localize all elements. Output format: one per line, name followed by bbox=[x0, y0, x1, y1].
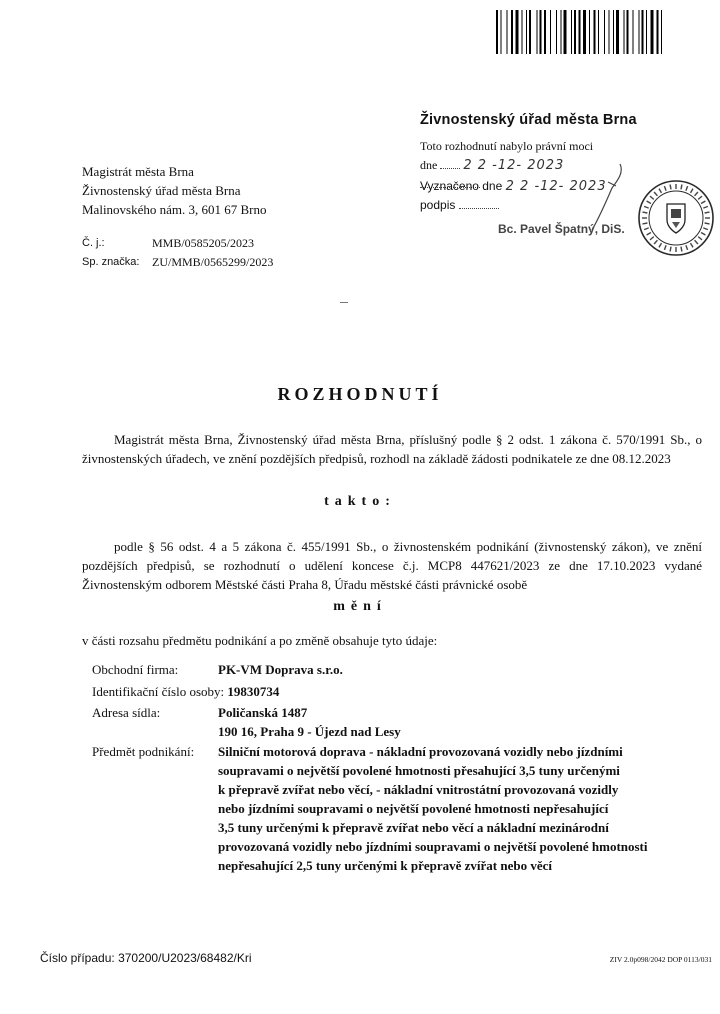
barcode-bar bbox=[651, 10, 654, 54]
stamp-lettering-mark bbox=[705, 223, 710, 224]
barcode-bar bbox=[564, 10, 567, 54]
id-label: Identifikační číslo osoby: bbox=[92, 684, 225, 699]
barcode-bar bbox=[646, 10, 647, 54]
stamp-lettering-mark bbox=[659, 189, 662, 193]
subject-line: soupravami o největší povolené hmotnosti přesahující 3,5 tuny určenými bbox=[218, 763, 620, 778]
barcode-bar bbox=[544, 10, 546, 54]
intro-paragraph: Magistrát města Brna, Živnostenský úřad města Brna, příslušný podle § 2 odst. 1 zákona č. 570/1991 Sb., o živnostenských úřadech, ve znění pozdějších předpisů, rozhodl na základě žádosti podnikatele ze dne 08.12.2023 bbox=[82, 432, 702, 466]
barcode-bar bbox=[516, 10, 519, 54]
stamp-lettering-mark bbox=[691, 189, 694, 193]
barcode-bar bbox=[624, 10, 625, 54]
sender-line-3: Malinovského nám. 3, 601 67 Brno bbox=[82, 202, 267, 217]
stamp-lettering-mark bbox=[654, 192, 657, 196]
ref-cj-value: MMB/0585205/2023 bbox=[152, 236, 255, 250]
subject-line: k přepravě zvířat nebo věcí, - nákladní vnitrostátní provozovaná vozidly bbox=[218, 782, 619, 797]
barcode-bar bbox=[511, 10, 513, 54]
stamp-lettering-mark bbox=[695, 240, 698, 244]
fold-mark bbox=[340, 302, 348, 303]
address-line-2: 190 16, Praha 9 - Újezd nad Lesy bbox=[218, 724, 401, 739]
barcode-bar bbox=[529, 10, 531, 54]
meni-heading: mění bbox=[333, 599, 387, 614]
barcode-bar bbox=[639, 10, 640, 54]
case-label: Číslo případu: bbox=[40, 951, 115, 965]
subject-value bbox=[218, 742, 702, 875]
barcode bbox=[494, 10, 708, 54]
firm-value: PK-VM Doprava s.r.o. bbox=[218, 662, 343, 677]
subject-line: nepřesahující 2,5 tuny určenými k přepravě zvířat nebo věcí bbox=[218, 858, 552, 873]
barcode-bar bbox=[627, 10, 629, 54]
stamp-lettering-mark bbox=[650, 237, 654, 240]
stamp-lettering-mark bbox=[695, 192, 698, 196]
seal-marked-label: Vyznačeno dne bbox=[420, 179, 503, 193]
address-line-1: Poličanská 1487 bbox=[218, 705, 308, 720]
stamp-lettering-mark bbox=[686, 245, 688, 250]
stamp-lettering-mark bbox=[701, 201, 705, 204]
barcode-bar bbox=[657, 10, 659, 54]
stamp-lettering-mark bbox=[670, 247, 671, 252]
subject-line: Silniční motorová doprava - nákladní provozovaná vozidly nebo jízdními bbox=[218, 744, 623, 759]
firm-label: Obchodní firma: bbox=[92, 662, 179, 677]
ref-sp-label: Sp. značka: bbox=[82, 256, 140, 268]
barcode-bar bbox=[537, 10, 538, 54]
form-code: ZIV 2.0p098/2042 DOP 0113/031 bbox=[609, 955, 712, 964]
stamp-lettering-mark bbox=[647, 233, 651, 236]
barcode-bar bbox=[609, 10, 610, 54]
seal-day-value: 2 2 -12- 2023 bbox=[463, 158, 565, 173]
id-row bbox=[92, 682, 279, 701]
stamp-lettering-mark bbox=[644, 206, 649, 208]
stamp-lettering-mark bbox=[703, 228, 708, 230]
barcode-bar bbox=[522, 10, 523, 54]
office-stamp bbox=[636, 178, 716, 258]
barcode-bar bbox=[579, 10, 581, 54]
barcode-bar bbox=[583, 10, 586, 54]
stamp-lettering-mark bbox=[643, 223, 648, 224]
decision-paragraph: podle § 56 odst. 4 a 5 zákona č. 455/1991 Sb., o živnostenském podnikání (živnostenský zákon), ve znění pozdějších předpisů, se rozhodnutí o udělení koncese č.j. MCP8 447621/2023 ze dne 17.10.2023 vydané Živnostenským odborem Městské části Praha 8, Úřadu městské části právnické osobě bbox=[82, 539, 702, 592]
seal-office: Živnostenský úřad města Brna bbox=[420, 112, 637, 128]
stamp-lettering-mark bbox=[650, 196, 654, 199]
stamp-lettering-mark bbox=[670, 185, 671, 190]
stamp-lettering-mark bbox=[698, 237, 702, 240]
barcode-bar bbox=[589, 10, 590, 54]
barcode-bar bbox=[598, 10, 599, 54]
barcode-bar bbox=[642, 10, 644, 54]
barcode-bar bbox=[501, 10, 502, 54]
stamp-lettering-mark bbox=[681, 247, 682, 252]
ref-cj-label: Č. j.: bbox=[82, 237, 105, 249]
stamp-lettering-mark bbox=[703, 206, 708, 208]
seal-sign-label: podpis bbox=[420, 198, 456, 212]
subject-label: Předmět podnikání: bbox=[92, 744, 195, 759]
barcode-bar bbox=[594, 10, 596, 54]
stamp-lettering-mark bbox=[705, 212, 710, 213]
address-label: Adresa sídla: bbox=[92, 705, 161, 720]
stamp-lettering-mark bbox=[698, 196, 702, 199]
barcode-bar bbox=[574, 10, 576, 54]
stamp-lettering-mark bbox=[691, 243, 694, 247]
case-number bbox=[40, 951, 252, 965]
stamp-lettering-mark bbox=[664, 245, 666, 250]
barcode-bar bbox=[613, 10, 614, 54]
stamp-lettering-mark bbox=[644, 228, 649, 230]
barcode-bar bbox=[507, 10, 508, 54]
stamp-lettering-mark bbox=[659, 243, 662, 247]
barcode-bar bbox=[571, 10, 572, 54]
stamp-lettering-mark bbox=[681, 185, 682, 190]
ref-sp-value: ZU/MMB/0565299/2023 bbox=[152, 255, 274, 269]
stamp-lettering-mark bbox=[664, 186, 666, 191]
barcode-bar bbox=[661, 10, 662, 54]
barcode-bar bbox=[496, 10, 498, 54]
stamp-lettering-mark bbox=[654, 240, 657, 244]
subject-line: nebo jízdními soupravami o největší povolené hmotnosti nepřesahující bbox=[218, 801, 609, 816]
barcode-bar bbox=[540, 10, 542, 54]
sender-line-1: Magistrát města Brna bbox=[82, 164, 194, 179]
barcode-bar bbox=[561, 10, 562, 54]
subject-line: 3,5 tuny určenými k přepravě zvířat nebo věcí a nákladní mezinárodní bbox=[218, 820, 609, 835]
stamp-lettering-mark bbox=[701, 233, 705, 236]
subject-line: provozovaná vozidly nebo jízdními soupravami o největší povolené hmotnosti bbox=[218, 839, 648, 854]
barcode-bar bbox=[526, 10, 527, 54]
stamp-lettering-mark bbox=[686, 186, 688, 191]
barcode-bar bbox=[556, 10, 557, 54]
seal-signer: Bc. Pavel Špatný, DiS. bbox=[498, 222, 625, 236]
page-title: ROZHODNUTÍ bbox=[277, 384, 443, 404]
case-value: 370200/U2023/68482/Kri bbox=[118, 951, 252, 965]
sender-block bbox=[82, 162, 267, 219]
stamp-lettering-mark bbox=[643, 212, 648, 213]
barcode-bar bbox=[550, 10, 551, 54]
seal-marked-value: 2 2 -12- 2023 bbox=[505, 179, 607, 194]
sender-line-2: Živnostenský úřad města Brna bbox=[82, 183, 241, 198]
barcode-bar bbox=[633, 10, 634, 54]
barcode-bar bbox=[616, 10, 619, 54]
barcode-bar bbox=[604, 10, 605, 54]
takto-heading: takto: bbox=[324, 494, 396, 509]
seal-legal-force-line: Toto rozhodnutí nabylo právní moci bbox=[420, 139, 594, 153]
stamp-lettering-mark bbox=[647, 201, 651, 204]
seal-day-label: dne bbox=[420, 158, 438, 172]
address-value bbox=[218, 703, 401, 741]
scope-intro: v části rozsahu předmětu podnikání a po změně obsahuje tyto údaje: bbox=[82, 633, 438, 648]
id-value: 19830734 bbox=[227, 684, 280, 699]
